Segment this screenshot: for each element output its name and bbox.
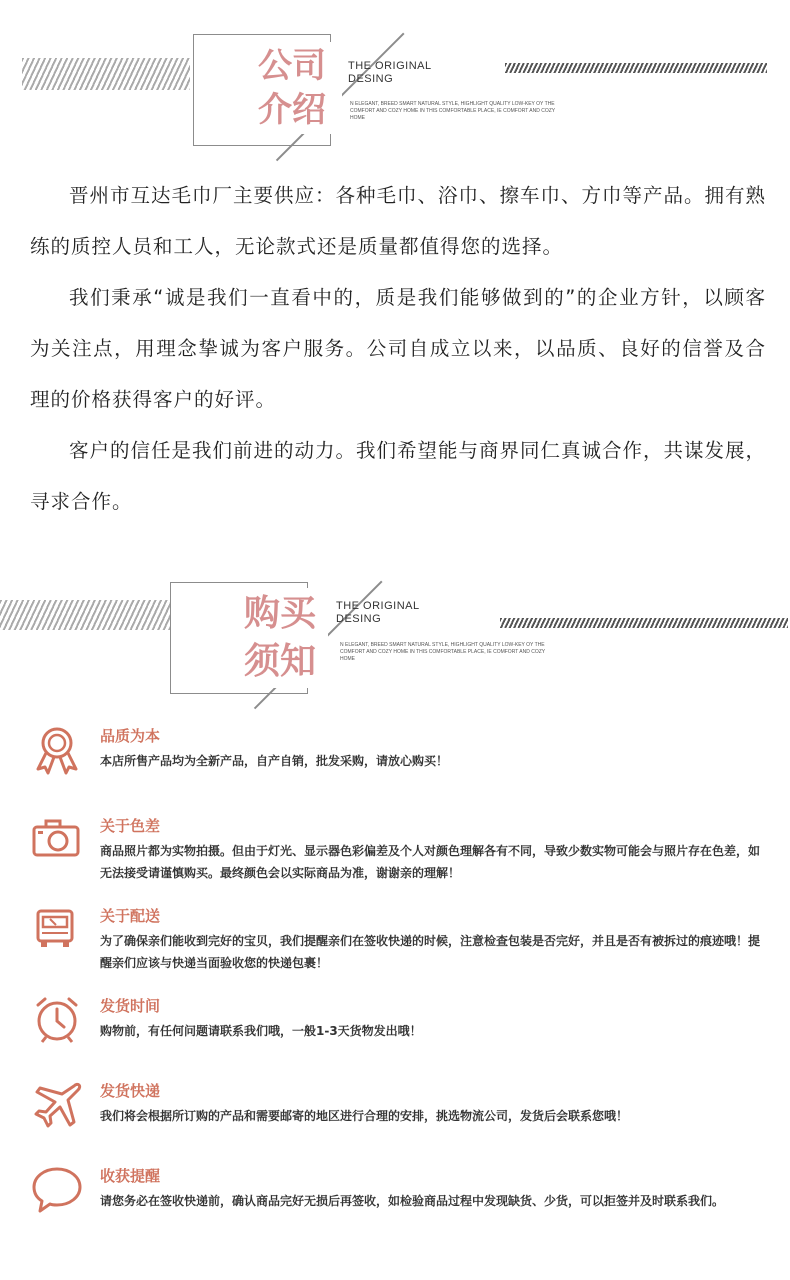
alarm-clock-icon xyxy=(30,995,84,1045)
section-title-line-2: 介绍 xyxy=(258,90,326,130)
section-title-line-1: 公司 xyxy=(258,46,326,86)
camera-icon xyxy=(30,815,84,865)
company-description xyxy=(30,170,766,527)
section-title-en: THE ORIGINAL DESING xyxy=(348,60,432,85)
airplane-icon xyxy=(30,1080,84,1130)
notice-title: 关于配送 xyxy=(100,907,161,925)
notice-desc: 购物前，有任何问题请联系我们哦，一般1-3天货物发出哦！ xyxy=(100,1024,422,1038)
section-title-small: N ELEGANT, BREED SMART NATURAL STYLE, HIGHLIGHT QUALITY LOW-KEY OY THE COMFORT AND COZY HOME IN THIS COMFORTABLE PLACE, IE COMFORT AND COZY HOME xyxy=(340,642,546,662)
section-title-cn xyxy=(240,588,328,688)
notice-title: 发货快递 xyxy=(100,1082,161,1100)
award-ribbon-icon xyxy=(30,725,84,775)
notice-title: 发货时间 xyxy=(100,997,161,1015)
notice-desc: 我们将会根据所订购的产品和需要邮寄的地区进行合理的安排，挑选物流公司，发货后会联系您哦！ xyxy=(100,1109,629,1123)
notice-desc: 为了确保亲们能收到完好的宝贝，我们提醒亲们在签收快递的时候，注意检查包装是否完好，并且是否有被拆过的痕迹哦！提醒亲们应该与快递当面验收您的快递包裹！ xyxy=(100,934,761,970)
company-paragraph: 我们秉承“诚是我们一直看中的，质是我们能够做到的”的企业方针，以顾客为关注点，用理念挚诚为客户服务。公司自成立以来，以品质、良好的信誉及合理的价格获得客户的好评。 xyxy=(30,286,766,411)
section-title-en: THE ORIGINAL DESING xyxy=(336,600,420,625)
notice-desc: 请您务必在签收快递前，确认商品完好无损后再签收，如检验商品过程中发现缺货、少货，可以拒签并及时联系我们。 xyxy=(100,1194,725,1208)
hatch-decoration-left xyxy=(0,600,170,630)
section-title-line-1: 购买 xyxy=(244,593,317,634)
notice-desc: 本店所售产品均为全新产品，自产自销，批发采购，请放心购买！ xyxy=(100,754,449,768)
company-paragraph: 晋州市互达毛巾厂主要供应：各种毛巾、浴巾、擦车巾、方巾等产品。拥有熟练的质控人员和工人，无论款式还是质量都值得您的选择。 xyxy=(30,184,767,258)
section-title-small: N ELEGANT, BREED SMART NATURAL STYLE, HIGHLIGHT QUALITY LOW-KEY OY THE COMFORT AND COZY HOME IN THIS COMFORTABLE PLACE, IE COMFORT AND COZY HOME xyxy=(350,101,556,121)
notice-header xyxy=(0,570,790,720)
hatch-decoration-left xyxy=(22,58,190,90)
company-paragraph: 客户的信任是我们前进的动力。我们希望能与商界同仁真诚合作，共谋发展，寻求合作。 xyxy=(30,439,767,513)
notice-title: 品质为本 xyxy=(100,727,161,745)
hatch-decoration-right xyxy=(500,618,788,628)
notice-title: 关于色差 xyxy=(100,817,161,835)
hatch-decoration-right xyxy=(505,63,767,73)
speech-bubble-icon xyxy=(30,1165,84,1215)
section-title-line-2: 须知 xyxy=(244,641,317,682)
delivery-truck-icon xyxy=(30,905,84,955)
notice-desc: 商品照片都为实物拍摄。但由于灯光、显示器色彩偏差及个人对颜色理解各有不同，导致少数实物可能会与照片存在色差，如无法接受请谨慎购买。最终颜色会以实际商品为准，谢谢亲的理解！ xyxy=(100,844,761,880)
notice-title: 收获提醒 xyxy=(100,1167,161,1185)
company-header xyxy=(0,20,790,170)
section-title-cn xyxy=(254,42,342,134)
